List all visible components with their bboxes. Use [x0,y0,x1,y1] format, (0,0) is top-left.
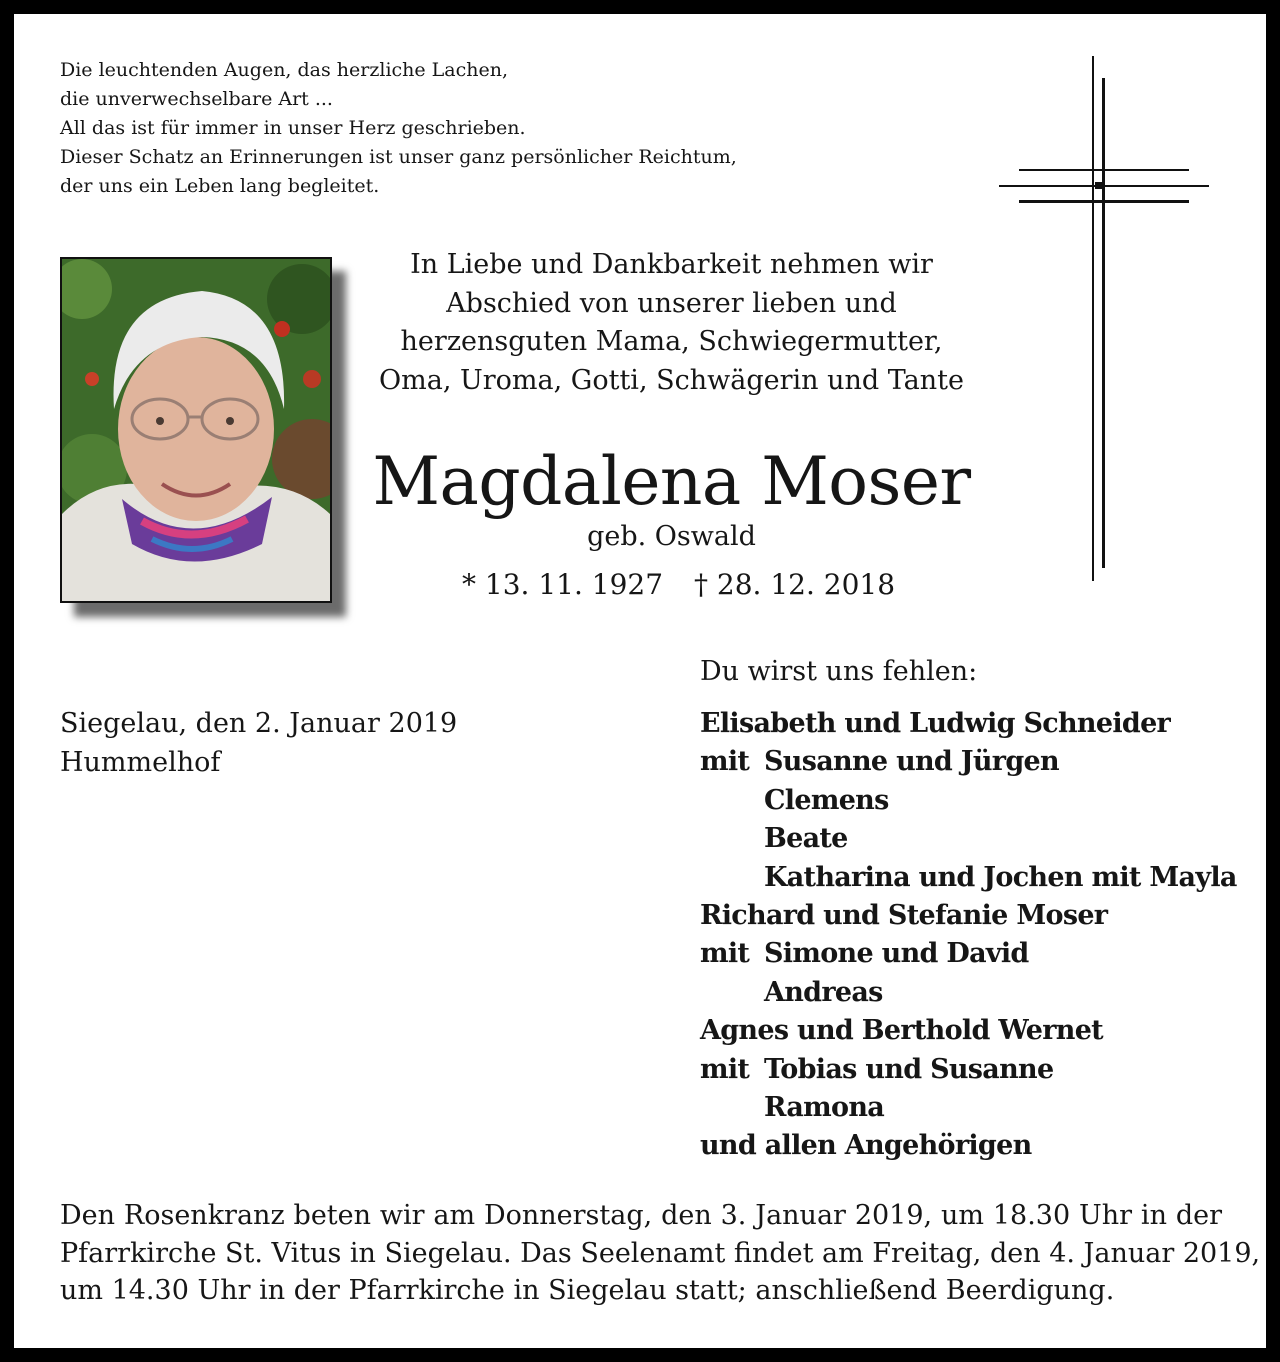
mourner-name: Ramona [764,1091,885,1123]
obituary-card [14,14,1266,1348]
mourner-name: Katharina und Jochen mit Mayla [764,861,1237,893]
place-and-date [60,705,457,782]
missing-line: Du wirst uns fehlen: [700,656,978,687]
poem-line: Dieser Schatz an Erinnerungen ist unser ganz persönlicher Reichtum, [60,146,737,168]
service-line: Pfarrkirche St. Vitus in Siegelau. Das Seelenamt findet am Freitag, den 4. Januar 2019, [60,1237,1261,1269]
portrait-photo [60,257,332,603]
death-date: † 28. 12. 2018 [694,568,896,601]
intro-line: In Liebe und Dankbarkeit nehmen wir [410,249,933,280]
intro-line: Oma, Uroma, Gotti, Schwägerin und Tante [379,364,964,396]
mourner-prefix: mit [700,746,750,778]
mourner-name: Elisabeth und Ludwig Schneider [700,708,1171,739]
mourner-name: und allen Angehörigen [700,1130,1032,1162]
funeral-service-info [60,1197,1261,1310]
poem-line: die unverwechselbare Art ... [60,88,333,110]
memorial-poem [60,56,737,201]
mourner-name: Simone und David [764,938,1029,970]
intro-line: herzensguten Mama, Schwiegermutter, [400,326,943,357]
poem-line: der uns ein Leben lang begleitet. [60,175,380,197]
mourner-prefix: mit [700,938,750,970]
mourner-name: Tobias und Susanne [764,1053,1054,1085]
mourner-prefix: mit [700,1053,750,1085]
poem-line: Die leuchtenden Augen, das herzliche Lachen, [60,59,509,81]
mourner-name: Andreas [764,976,883,1008]
poem-line: All das ist für immer in unser Herz geschrieben. [60,117,526,139]
portrait-image [60,257,332,603]
mourner-name: Clemens [764,784,889,816]
birth-name: geb. Oswald [587,521,756,552]
birth-date: * 13. 11. 1927 [462,568,664,601]
intro-line: Abschied von unserer lieben und [446,287,897,319]
place-line: Hummelhof [60,746,221,778]
place-line: Siegelau, den 2. Januar 2019 [60,708,458,739]
service-line: um 14.30 Uhr in der Pfarrkirche in Siegelau statt; anschließend Beerdigung. [60,1275,1115,1306]
mourner-name: Susanne und Jürgen [764,746,1059,778]
mourner-name: Beate [764,823,848,855]
service-line: Den Rosenkranz beten wir am Donnerstag, den 3. Januar 2019, um 18.30 Uhr in der [60,1200,1222,1231]
mourner-name: Richard und Stefanie Moser [700,899,1108,931]
latin-cross-icon [999,56,1214,581]
mourner-name: Agnes und Berthold Wernet [700,1015,1103,1047]
deceased-name: Magdalena Moser [372,443,971,520]
intro-text [344,246,999,400]
